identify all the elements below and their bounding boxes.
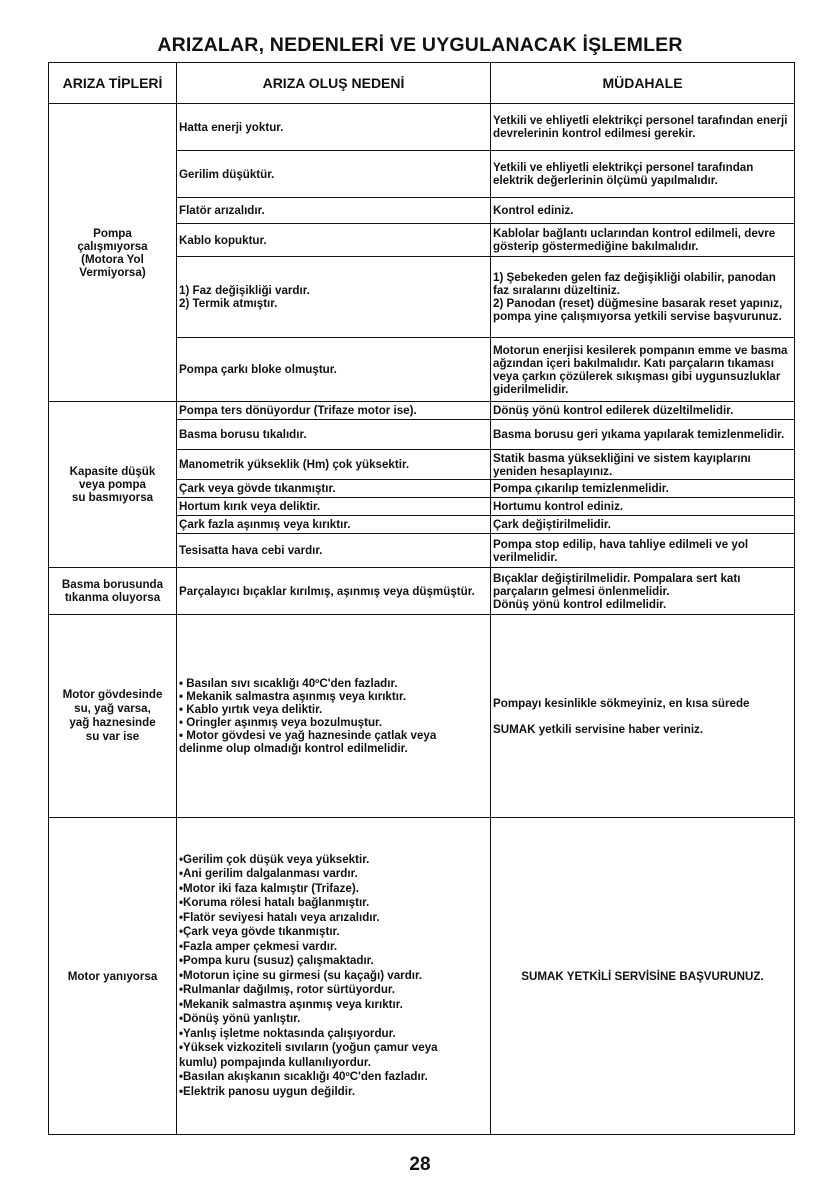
header-fault-types: ARIZA TİPLERİ: [49, 63, 177, 104]
fault-action: Motorun enerjisi kesilerek pompanın emme ve basma ağzından içeri bakılmalıdır. Katı parçaların tıkaması veya çarkın çözülerek sıkışması gibi uygunsuzluklar giderilmelidir.: [491, 338, 795, 402]
fault-cause: Çark veya gövde tıkanmıştır.: [177, 480, 491, 498]
fault-cause: Basma borusu tıkalıdır.: [177, 420, 491, 450]
fault-action: Pompa stop edilip, hava tahliye edilmeli ve yol verilmelidir.: [491, 534, 795, 568]
header-intervention: MÜDAHALE: [491, 63, 795, 104]
fault-cause: •Gerilim çok düşük veya yüksektir. •Ani gerilim dalgalanması vardır. •Motor iki faza kalmıştır (Trifaze). •Koruma rölesi hatalı bağlanmıştır. •Flatör seviyesi hatalı veya arızalıdır. •Çark veya gövde tıkanmıştır. •Fazla amper çekmesi vardır. •Pompa kuru (susuz) çalışmaktadır. •Motorun içine su girmesi (su kaçağı) vardır. •Rulmanlar dağılmış, rotor sürtüyordur. •Mekanik salmastra aşınmış veya kırıktır. •Dönüş yönü yanlıştır. •Yanlış işletme noktasında çalışıyordur. •Yüksek vizkoziteli sıvıların (yoğun çamur veya kumlu) pompajında kullanılıyordur. •Basılan akışkanın sıcaklığı 40ºC'den fazladır. •Elektrik panosu uygun değildir.: [177, 818, 491, 1135]
fault-cause: 1) Faz değişikliği vardır. 2) Termik atmıştır.: [177, 257, 491, 338]
fault-cause: Tesisatta hava cebi vardır.: [177, 534, 491, 568]
fault-cause: Pompa çarkı bloke olmuştur.: [177, 338, 491, 402]
header-fault-cause: ARIZA OLUŞ NEDENİ: [177, 63, 491, 104]
fault-action: Kontrol ediniz.: [491, 198, 795, 224]
fault-type-water-in-motor: Motor gövdesinde su, yağ varsa, yağ haznesinde su var ise: [49, 615, 177, 818]
fault-cause: Kablo kopuktur.: [177, 224, 491, 257]
fault-type-low-capacity: Kapasite düşük veya pompa su basmıyorsa: [49, 402, 177, 568]
fault-action: Bıçaklar değiştirilmelidir. Pompalara sert katı parçaların gelmesi önlenmelidir. Dönüş yönü kontrol edilmelidir.: [491, 568, 795, 615]
fault-action: Yetkili ve ehliyetli elektrikçi personel tarafından enerji devrelerinin kontrol edilmesi gerekir.: [491, 104, 795, 151]
fault-cause: Flatör arızalıdır.: [177, 198, 491, 224]
table-row: [49, 402, 795, 420]
table-row: [49, 615, 795, 818]
fault-action: Statik basma yüksekliğini ve sistem kayıplarını yeniden hesaplayınız.: [491, 450, 795, 480]
fault-type-discharge-blockage: Basma borusunda tıkanma oluyorsa: [49, 568, 177, 615]
fault-type-pump-not-running: Pompa çalışmıyorsa (Motora Yol Vermiyorsa): [49, 104, 177, 402]
fault-cause: Çark fazla aşınmış veya kırıktır.: [177, 516, 491, 534]
fault-action: Pompayı kesinlikle sökmeyiniz, en kısa sürede SUMAK yetkili servisine haber veriniz.: [491, 615, 795, 818]
fault-cause: Manometrik yükseklik (Hm) çok yüksektir.: [177, 450, 491, 480]
fault-cause: Parçalayıcı bıçaklar kırılmış, aşınmış veya düşmüştür.: [177, 568, 491, 615]
fault-action: Kablolar bağlantı uclarından kontrol edilmeli, devre gösterip göstermediğine bakılmalıdır.: [491, 224, 795, 257]
fault-cause: Hortum kırık veya deliktir.: [177, 498, 491, 516]
table-header-row: [49, 63, 795, 104]
fault-table: [48, 62, 795, 1135]
table-row: [49, 104, 795, 151]
fault-action: 1) Şebekeden gelen faz değişikliği olabilir, panodan faz sıralarını düzeltiniz. 2) Panodan (reset) düğmesine basarak reset yapınız, pompa yine çalışmıyorsa yetkili servise başvurunuz.: [491, 257, 795, 338]
fault-cause: Hatta enerji yoktur.: [177, 104, 491, 151]
fault-action: Basma borusu geri yıkama yapılarak temizlenmelidir.: [491, 420, 795, 450]
fault-cause: • Basılan sıvı sıcaklığı 40ºC'den fazladır. • Mekanik salmastra aşınmış veya kırıktır. • Kablo yırtık veya deliktir. • Oringler aşınmış veya bozulmuştur. • Motor gövdesi ve yağ haznesinde çatlak veya delinme olup olmadığı kontrol edilmelidir.: [177, 615, 491, 818]
fault-action: Çark değiştirilmelidir.: [491, 516, 795, 534]
fault-action: SUMAK YETKİLİ SERVİSİNE BAŞVURUNUZ.: [491, 818, 795, 1135]
table-row: [49, 568, 795, 615]
table-row: [49, 818, 795, 1135]
fault-type-motor-burning: Motor yanıyorsa: [49, 818, 177, 1135]
fault-action: Pompa çıkarılıp temizlenmelidir.: [491, 480, 795, 498]
fault-action: Yetkili ve ehliyetli elektrikçi personel tarafından elektrik değerlerinin ölçümü yapılmalıdır.: [491, 151, 795, 198]
page-title: ARIZALAR, NEDENLERİ VE UYGULANACAK İŞLEMLER: [157, 34, 683, 56]
fault-action: Dönüş yönü kontrol edilerek düzeltilmelidir.: [491, 402, 795, 420]
fault-cause: Pompa ters dönüyordur (Trifaze motor ise).: [177, 402, 491, 420]
page-number: 28: [409, 1154, 431, 1175]
fault-cause: Gerilim düşüktür.: [177, 151, 491, 198]
fault-action: Hortumu kontrol ediniz.: [491, 498, 795, 516]
